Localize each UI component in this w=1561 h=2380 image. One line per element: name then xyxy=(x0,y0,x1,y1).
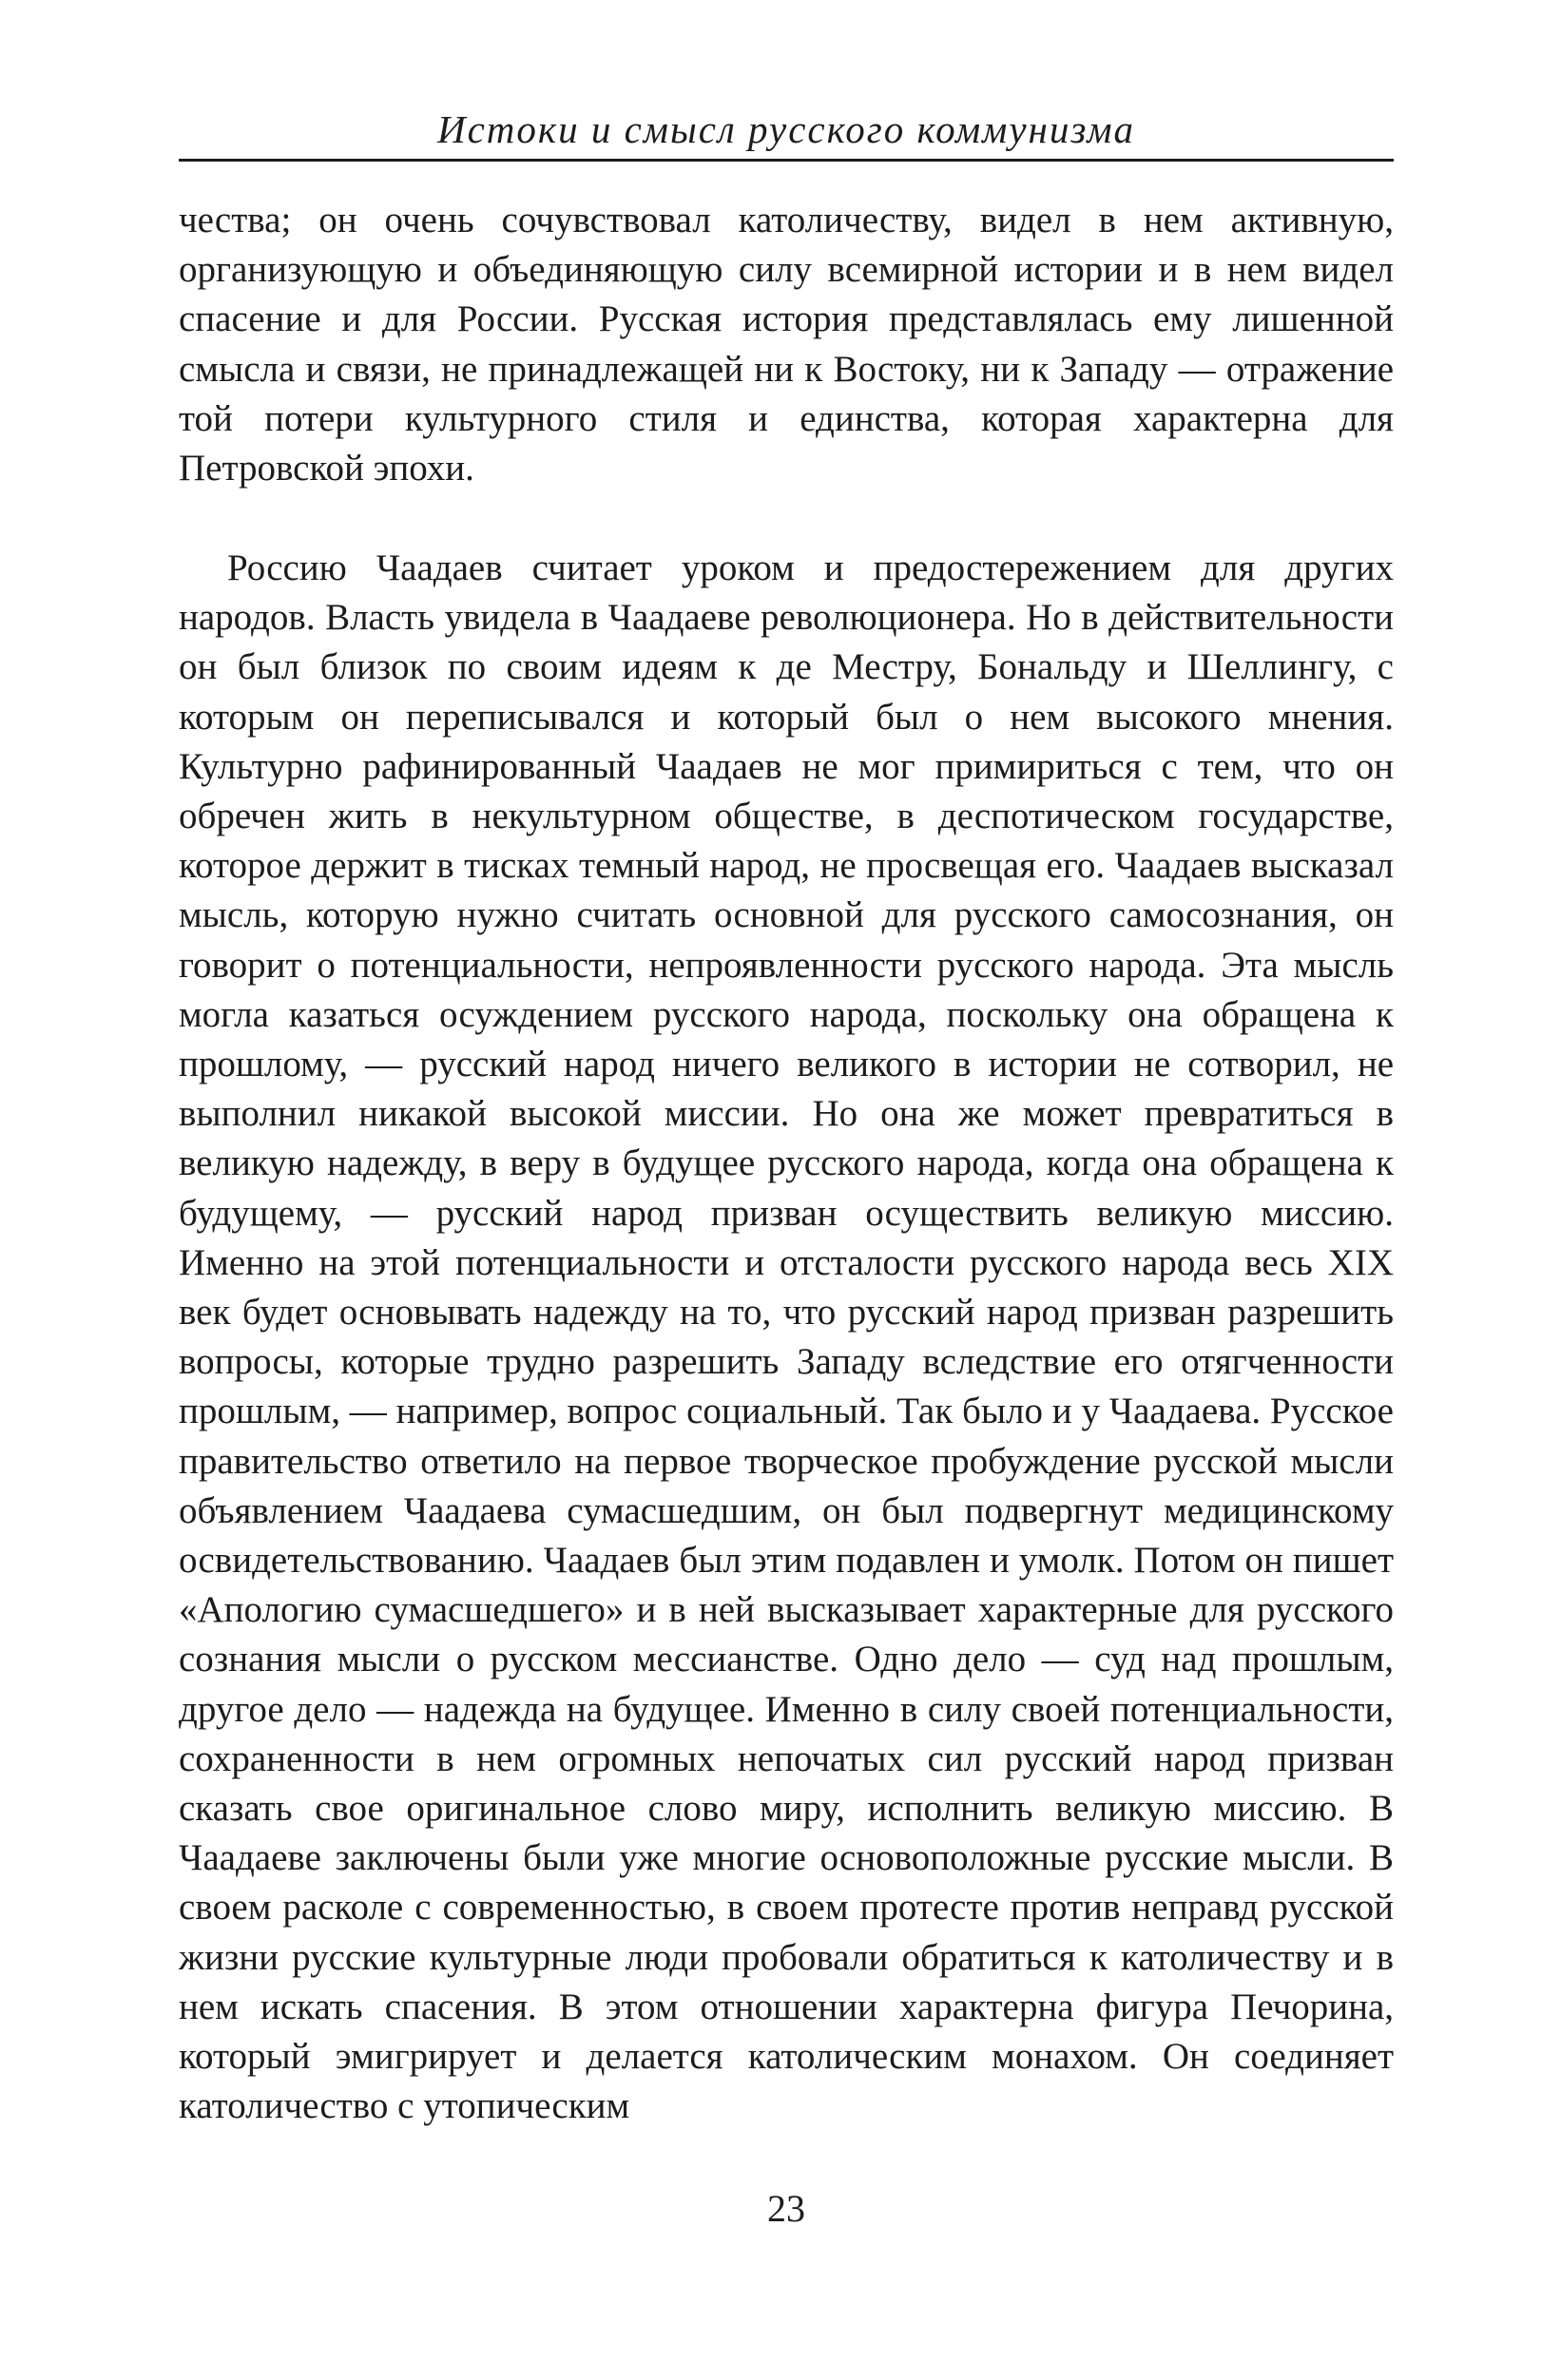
header-rule xyxy=(179,159,1394,162)
text-block-continuation xyxy=(179,196,1394,493)
page-number: 23 xyxy=(767,2187,805,2230)
running-head: Истоки и смысл русского коммунизма xyxy=(436,107,1136,151)
text-block-main xyxy=(179,544,1394,2132)
paragraph-continuation: чества; он очень сочувствовал католичеству, видел в нем активную, организующую и объединяющую силу всемирной истории и в нем видел спасение и для России. Русская история представлялась ему лишенной смысла и связи, не принадлежащей ни к Востоку, ни к Западу — отражение той потери культурного стиля и единства, которая характерна для Петровской эпохи. xyxy=(179,200,1394,489)
paragraph-main: Россию Чаадаев считает уроком и предостережением для других народов. Власть увидела в Чаадаеве революционера. Но в действительности он был близок по своим идеям к де Местру, Бональду и Шеллингу, с которым он переписывался и который был о нем высокого мнения. Культурно рафинированный Чаадаев не мог примириться с тем, что он обречен жить в некультурном обществе, в деспотическом государстве, которое держит в тисках темный народ, не просвещая его. Чаадаев высказал мысль, которую нужно считать основной для русского самосознания, он говорит о потенциальности, непроявленности русского народа. Эта мысль могла казаться осуждением русского народа, поскольку она обращена к прошлому, — русский народ ничего великого в истории не сотворил, не выполнил никакой высокой миссии. Но она же может превратиться в великую надежду, в веру в будущее русского народа, когда она обращена к будущему, — русский народ призван осуществить великую миссию. Именно на этой потенциальности и отсталости русского народа весь XIX век будет основывать надежду на то, что русский народ призван разрешить вопросы, которые трудно разрешить Западу вследствие его отягченности прошлым, — например, вопрос социальный. Так было и у Чаадаева. Русское правительство ответило на первое творческое пробуждение русской мысли объявлением Чаадаева сумасшедшим, он был подвергнут медицинскому освидетельствованию. Чаадаев был этим подавлен и умолк. Потом он пишет «Апологию сумасшедшего» и в ней высказывает характерные для русского сознания мысли о русском мессианстве. Одно дело — суд над прошлым, другое дело — надежда на будущее. Именно в силу своей потенциальности, сохраненности в нем огромных непочатых сил русский народ призван сказать свое оригинальное слово миру, исполнить великую миссию. В Чаадаеве заключены были уже многие основоположные русские мысли. В своем расколе с современностью, в своем протесте против неправд русской жизни русские культурные люди пробовали обратиться к католичеству и в нем искать спасения. В этом отношении характерна фигура Печорина, который эмигрирует и делается католическим монахом. Он соединяет католичество с утопическим xyxy=(179,547,1394,2127)
